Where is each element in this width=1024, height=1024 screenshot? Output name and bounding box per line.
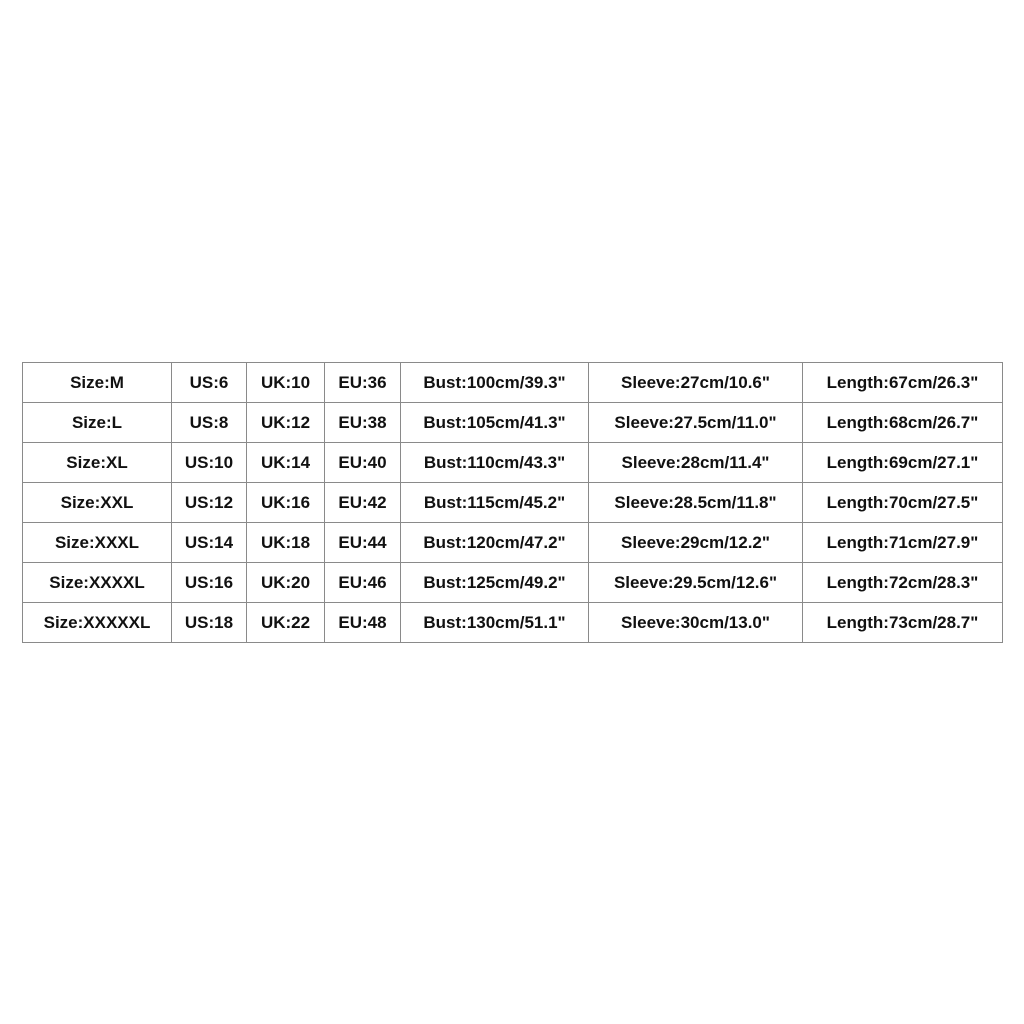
length-cell: Length:70cm/27.5" [803,483,1003,523]
us-size-cell: US:10 [172,443,247,483]
table-row [23,483,1003,523]
table-row [23,443,1003,483]
length-cell: Length:71cm/27.9" [803,523,1003,563]
size-chart-table [22,362,1003,643]
sleeve-cell: Sleeve:29.5cm/12.6" [589,563,803,603]
bust-cell: Bust:100cm/39.3" [401,363,589,403]
size-cell: Size:XXXXXL [23,603,172,643]
uk-size-cell: UK:18 [247,523,325,563]
length-cell: Length:67cm/26.3" [803,363,1003,403]
table-row [23,523,1003,563]
size-cell: Size:XL [23,443,172,483]
sleeve-cell: Sleeve:28cm/11.4" [589,443,803,483]
sleeve-cell: Sleeve:29cm/12.2" [589,523,803,563]
sleeve-cell: Sleeve:30cm/13.0" [589,603,803,643]
bust-cell: Bust:120cm/47.2" [401,523,589,563]
length-cell: Length:68cm/26.7" [803,403,1003,443]
uk-size-cell: UK:16 [247,483,325,523]
us-size-cell: US:12 [172,483,247,523]
us-size-cell: US:18 [172,603,247,643]
size-cell: Size:M [23,363,172,403]
eu-size-cell: EU:38 [325,403,401,443]
eu-size-cell: EU:42 [325,483,401,523]
uk-size-cell: UK:10 [247,363,325,403]
size-cell: Size:XXXL [23,523,172,563]
table-row [23,563,1003,603]
eu-size-cell: EU:40 [325,443,401,483]
uk-size-cell: UK:14 [247,443,325,483]
us-size-cell: US:16 [172,563,247,603]
us-size-cell: US:14 [172,523,247,563]
table-row [23,363,1003,403]
length-cell: Length:73cm/28.7" [803,603,1003,643]
bust-cell: Bust:105cm/41.3" [401,403,589,443]
eu-size-cell: EU:44 [325,523,401,563]
table-row [23,603,1003,643]
sleeve-cell: Sleeve:27.5cm/11.0" [589,403,803,443]
length-cell: Length:69cm/27.1" [803,443,1003,483]
size-cell: Size:XXXXL [23,563,172,603]
eu-size-cell: EU:46 [325,563,401,603]
uk-size-cell: UK:12 [247,403,325,443]
eu-size-cell: EU:48 [325,603,401,643]
eu-size-cell: EU:36 [325,363,401,403]
table-row [23,403,1003,443]
us-size-cell: US:8 [172,403,247,443]
us-size-cell: US:6 [172,363,247,403]
uk-size-cell: UK:22 [247,603,325,643]
bust-cell: Bust:115cm/45.2" [401,483,589,523]
size-cell: Size:L [23,403,172,443]
sleeve-cell: Sleeve:28.5cm/11.8" [589,483,803,523]
uk-size-cell: UK:20 [247,563,325,603]
size-cell: Size:XXL [23,483,172,523]
length-cell: Length:72cm/28.3" [803,563,1003,603]
bust-cell: Bust:110cm/43.3" [401,443,589,483]
sleeve-cell: Sleeve:27cm/10.6" [589,363,803,403]
bust-cell: Bust:125cm/49.2" [401,563,589,603]
bust-cell: Bust:130cm/51.1" [401,603,589,643]
